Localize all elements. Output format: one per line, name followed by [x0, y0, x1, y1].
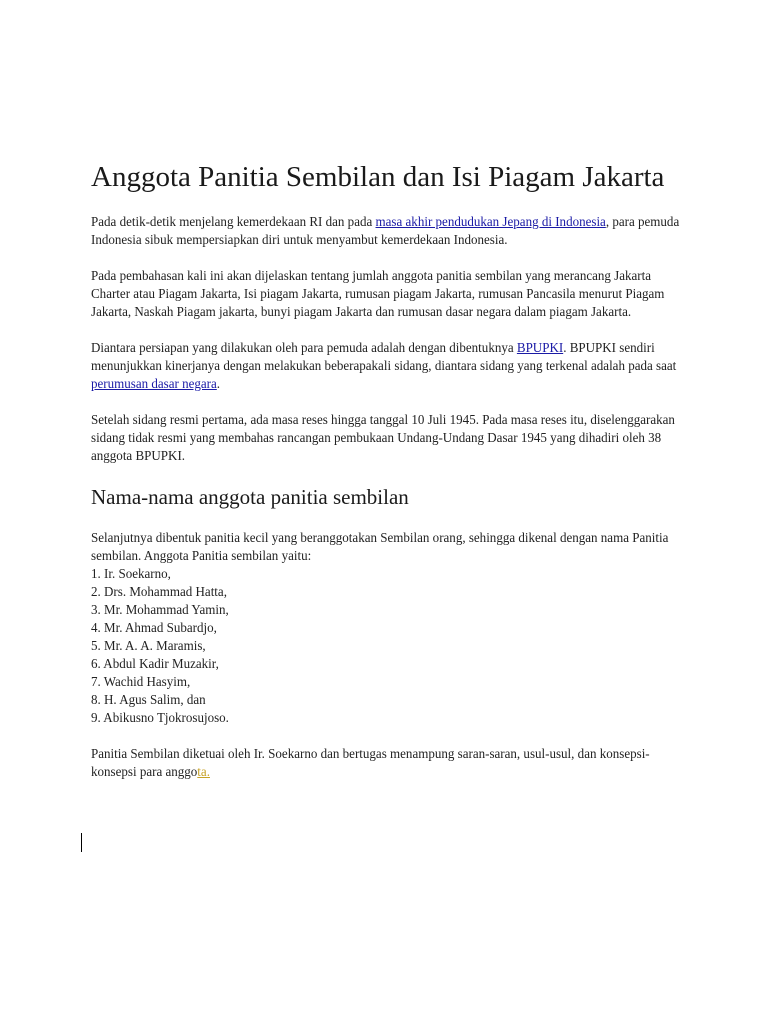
- link-masa-akhir-pendudukan-jepang[interactable]: masa akhir pendudukan Jepang di Indonesia: [375, 215, 606, 230]
- paragraph-intro: [91, 214, 686, 250]
- list-item: 6. Abdul Kadir Muzakir,: [91, 657, 219, 672]
- paragraph-anggota: [91, 530, 686, 728]
- paragraph-persiapan-text-2: . BPUPKI sendiri menunjukkan kinerjanya dengan melakukan beberapakali sidang, diantara sidang yang terkenal adalah pada saat: [91, 341, 677, 374]
- paragraph-pembahasan: Pada pembahasan kali ini akan dijelaskan tentang jumlah anggota panitia sembilan yang merancang Jakarta Charter atau Piagam Jakarta, Isi piagam Jakarta, rumusan piagam Jakarta, rumusan Pancasila menurut Piagam Jakarta, Naskah Piagam jakarta, bunyi piagam Jakarta dan rumusan dasar negara dalam piagam Jakarta.: [91, 269, 665, 320]
- list-item: 8. H. Agus Salim, dan: [91, 693, 206, 708]
- paragraph-intro-text-1: Pada detik-detik menjelang kemerdekaan RI dan pada: [91, 215, 376, 230]
- paragraph-persiapan: [91, 340, 686, 394]
- list-item: 2. Drs. Mohammad Hatta,: [91, 585, 227, 600]
- paragraph-sidang: Setelah sidang resmi pertama, ada masa reses hingga tanggal 10 Juli 1945. Pada masa reses itu, diselenggarakan sidang tidak resmi yang membahas rancangan pembukaan Undang-Undang Dasar 1945 yang dihadiri oleh 38 anggota BPUPKI.: [91, 413, 675, 464]
- list-item: 5. Mr. A. A. Maramis,: [91, 639, 206, 654]
- list-item: 4. Mr. Ahmad Subardjo,: [91, 621, 217, 636]
- paragraph-persiapan-text-1: Diantara persiapan yang dilakukan oleh para pemuda adalah dengan dibentuknya: [91, 341, 517, 356]
- paragraph-ketua-text: Panitia Sembilan diketuai oleh Ir. Soekarno dan bertugas menampung saran-saran, usul-usul, dan konsepsi-konsepsi para anggo: [91, 747, 650, 780]
- paragraph-anggota-intro: Selanjutnya dibentuk panitia kecil yang beranggotakan Sembilan orang, sehingga dikenal dengan nama Panitia sembilan. Anggota Panitia sembilan yaitu:: [91, 531, 669, 564]
- list-item: 9. Abikusno Tjokrosujoso.: [91, 711, 229, 726]
- paragraph-intro-text-2: , para pemuda Indonesia sibuk mempersiapkan diri untuk menyambut kemerdekaan Indonesia.: [91, 215, 680, 248]
- page-title: Anggota Panitia Sembilan dan Isi Piagam Jakarta: [91, 161, 665, 193]
- list-item: 7. Wachid Hasyim,: [91, 675, 191, 690]
- list-item: 3. Mr. Mohammad Yamin,: [91, 603, 229, 618]
- list-item: 1. Ir. Soekarno,: [91, 567, 171, 582]
- link-perumusan-dasar-negara[interactable]: perumusan dasar negara: [91, 377, 217, 392]
- paragraph-ketua: [91, 746, 686, 782]
- link-bpupki[interactable]: BPUPKI: [516, 341, 564, 356]
- text-cursor: [81, 833, 82, 852]
- paragraph-persiapan-text-3: .: [216, 377, 221, 392]
- article: [91, 160, 691, 800]
- link-anggota-partial[interactable]: ta.: [197, 765, 210, 780]
- member-list: [91, 566, 686, 728]
- section-heading-anggota: Nama-nama anggota panitia sembilan: [91, 485, 409, 509]
